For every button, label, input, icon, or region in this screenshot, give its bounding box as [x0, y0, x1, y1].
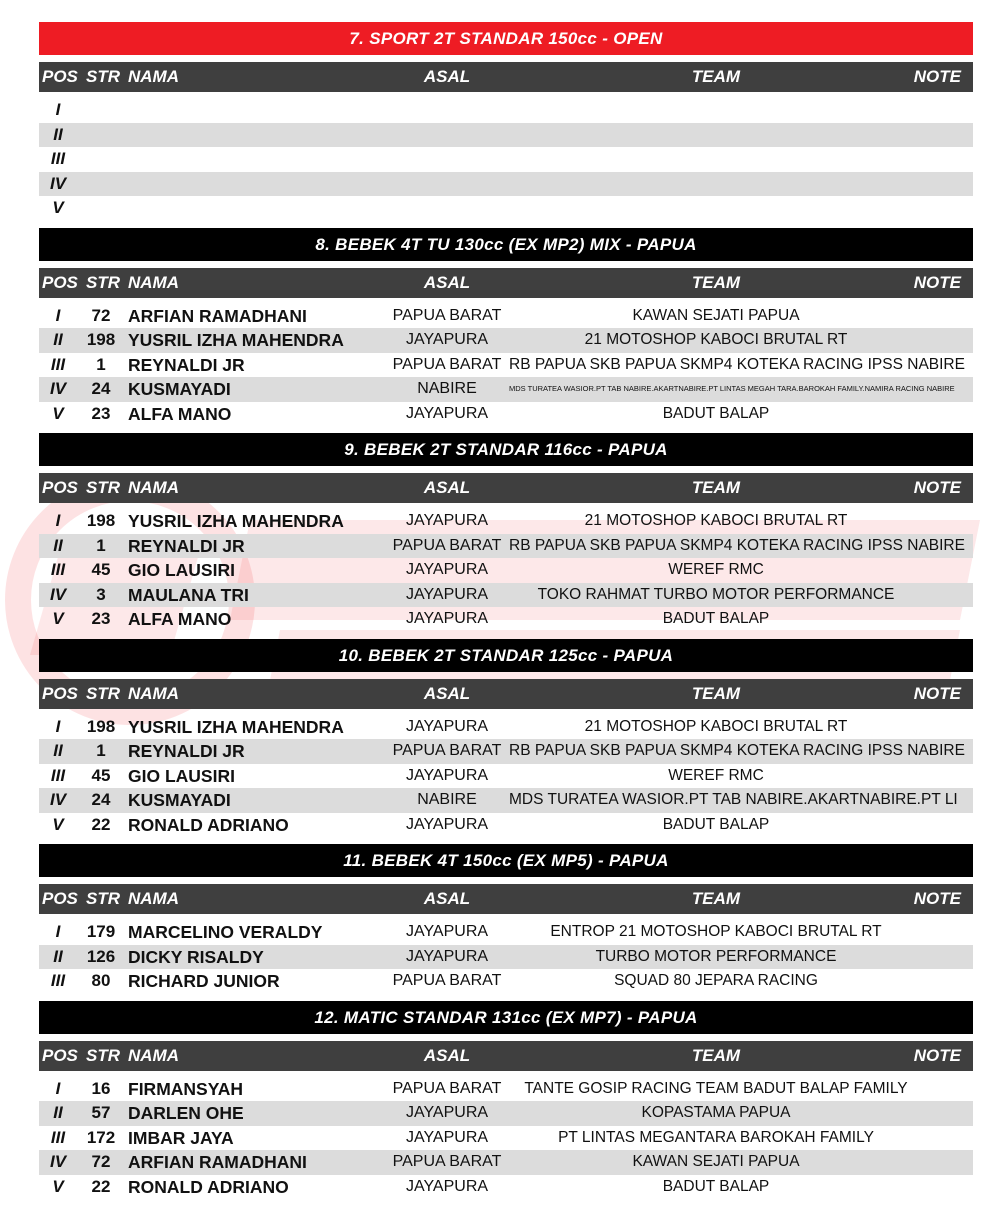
cell-asal: PAPUA BARAT — [392, 972, 502, 989]
cell-pos: I — [55, 716, 61, 736]
cell-asal: PAPUA BARAT — [392, 536, 502, 554]
table-row — [39, 1175, 973, 1200]
race-class-section — [39, 433, 973, 639]
cell-team: MDS TURATEA WASIOR.PT TAB NABIRE.AKARTNABIRE.PT LINTAS MEGAH TARA.BAROKAH FAMILY.NAMIRA RACING NABIRE — [509, 384, 955, 393]
cell-str: 23 — [91, 609, 111, 628]
cell-nama: IMBAR JAYA — [128, 1127, 234, 1148]
cell-team: 21 MOTOSHOP KABOCI BRUTAL RT — [584, 717, 848, 735]
result-rows — [39, 503, 973, 632]
cell-str: 179 — [86, 922, 116, 941]
class-title: 9. BEBEK 2T STANDAR 116cc - PAPUA — [39, 433, 973, 466]
cell-asal: JAYAPURA — [405, 923, 489, 940]
cell-nama: ARFIAN RAMADHANI — [128, 1152, 307, 1172]
cell-nama: YUSRIL IZHA MAHENDRA — [128, 716, 344, 737]
cell-pos: V — [52, 814, 64, 834]
header-pos: POS — [42, 683, 78, 703]
cell-nama: RONALD ADRIANO — [128, 814, 289, 835]
header-asal: ASAL — [423, 67, 471, 86]
class-title: 10. BEBEK 2T STANDAR 125cc - PAPUA — [39, 639, 973, 672]
cell-str: 45 — [91, 560, 111, 579]
cell-str: 3 — [96, 584, 106, 604]
cell-team: WEREF RMC — [668, 766, 764, 784]
cell-str: 198 — [86, 330, 116, 349]
cell-str: 24 — [91, 379, 111, 398]
cell-team: RB PAPUA SKB PAPUA SKMP4 KOTEKA RACING IPSS NABIRE — [509, 742, 965, 759]
section-spacer — [39, 837, 973, 844]
table-row — [39, 196, 973, 221]
cell-team: TANTE GOSIP RACING TEAM BADUT BALAP FAMILY — [524, 1079, 908, 1097]
header-note: NOTE — [913, 683, 961, 703]
cell-pos: III — [50, 971, 66, 990]
cell-nama: YUSRIL IZHA MAHENDRA — [128, 511, 344, 531]
cell-asal: JAYAPURA — [405, 512, 489, 529]
cell-team: BADUT BALAP — [662, 610, 770, 627]
section-spacer — [39, 1199, 973, 1206]
cell-str: 1 — [96, 535, 106, 555]
cell-pos: III — [50, 149, 66, 168]
cell-team: TOKO RAHMAT TURBO MOTOR PERFORMANCE — [537, 585, 895, 603]
header-str: STR — [86, 889, 120, 908]
cell-asal: JAYAPURA — [405, 717, 489, 735]
result-rows — [39, 92, 973, 221]
cell-nama: GIO LAUSIRI — [128, 560, 235, 580]
race-class-section — [39, 22, 973, 228]
cell-team: KOPASTAMA PAPUA — [641, 1104, 791, 1121]
cell-asal: JAYAPURA — [405, 766, 489, 784]
cell-nama: KUSMAYADI — [128, 379, 231, 399]
cell-str: 24 — [91, 790, 111, 809]
cell-team: 21 MOTOSHOP KABOCI BRUTAL RT — [584, 512, 848, 529]
cell-pos: II — [53, 1103, 63, 1122]
cell-team: RB PAPUA SKB PAPUA SKMP4 KOTEKA RACING IPSS NABIRE — [509, 355, 965, 373]
cell-str: 1 — [96, 741, 106, 760]
cell-nama: REYNALDI JR — [128, 741, 245, 761]
section-spacer — [39, 426, 973, 433]
table-row — [39, 813, 973, 838]
table-row — [39, 920, 973, 945]
cell-str: 198 — [86, 716, 116, 736]
cell-pos: II — [53, 741, 63, 760]
table-row — [39, 739, 973, 764]
cell-nama: ALFA MANO — [128, 609, 232, 629]
header-asal: ASAL — [423, 1045, 471, 1065]
table-row — [39, 945, 973, 970]
cell-asal: NABIRE — [417, 791, 477, 808]
cell-team: SQUAD 80 JEPARA RACING — [614, 972, 818, 989]
cell-pos: I — [55, 305, 61, 325]
cell-asal: PAPUA BARAT — [392, 1079, 502, 1097]
header-nama: NAMA — [128, 67, 179, 86]
table-row — [39, 353, 973, 378]
cell-asal: PAPUA BARAT — [392, 1153, 502, 1170]
cell-pos: III — [50, 765, 66, 785]
column-header-row — [39, 1041, 973, 1071]
header-note: NOTE — [913, 889, 961, 908]
table-row — [39, 1101, 973, 1126]
cell-pos: IV — [49, 173, 67, 193]
cell-str: 23 — [91, 403, 111, 423]
race-class-section — [39, 639, 973, 845]
cell-nama: DARLEN OHE — [128, 1103, 244, 1123]
header-team: TEAM — [691, 67, 741, 86]
cell-pos: V — [52, 1176, 64, 1196]
header-asal: ASAL — [423, 889, 471, 908]
cell-pos: III — [50, 560, 66, 579]
cell-str: 16 — [91, 1078, 111, 1098]
cell-asal: PAPUA BARAT — [392, 355, 502, 373]
column-header-row — [39, 679, 973, 709]
table-row — [39, 558, 973, 583]
header-note: NOTE — [913, 67, 961, 86]
header-team: TEAM — [691, 1045, 741, 1065]
cell-str: 72 — [91, 305, 111, 325]
table-row — [39, 1126, 973, 1151]
section-gap — [39, 877, 973, 884]
column-header-row — [39, 473, 973, 503]
result-rows — [39, 298, 973, 427]
table-row — [39, 377, 973, 402]
table-row — [39, 98, 973, 123]
table-row — [39, 1150, 973, 1175]
cell-asal: JAYAPURA — [405, 610, 489, 627]
header-note: NOTE — [913, 478, 961, 497]
race-class-section — [39, 844, 973, 1001]
cell-asal: JAYAPURA — [405, 561, 489, 578]
header-pos: POS — [42, 272, 78, 292]
cell-team: 21 MOTOSHOP KABOCI BRUTAL RT — [584, 331, 848, 348]
cell-team: ENTROP 21 MOTOSHOP KABOCI BRUTAL RT — [550, 923, 882, 940]
cell-pos: II — [53, 946, 63, 966]
cell-pos: I — [55, 1078, 61, 1098]
table-row — [39, 764, 973, 789]
result-rows — [39, 1071, 973, 1200]
cell-asal: NABIRE — [417, 380, 477, 397]
cell-pos: III — [50, 354, 66, 374]
cell-pos: IV — [49, 379, 67, 398]
cell-nama: YUSRIL IZHA MAHENDRA — [128, 330, 344, 350]
cell-asal: PAPUA BARAT — [392, 306, 502, 324]
class-title: 11. BEBEK 4T 150cc (EX MP5) - PAPUA — [39, 844, 973, 877]
cell-str: 198 — [86, 511, 116, 530]
cell-nama: ARFIAN RAMADHANI — [128, 305, 307, 326]
cell-nama: RONALD ADRIANO — [128, 1176, 289, 1197]
column-header-row — [39, 268, 973, 298]
cell-nama: KUSMAYADI — [128, 790, 231, 810]
header-asal: ASAL — [423, 478, 471, 497]
cell-nama: MARCELINO VERALDY — [128, 922, 323, 942]
cell-pos: III — [50, 1127, 66, 1147]
cell-pos: II — [53, 330, 63, 349]
table-row — [39, 123, 973, 148]
cell-team: WEREF RMC — [668, 561, 764, 578]
cell-team: TURBO MOTOR PERFORMANCE — [595, 947, 837, 965]
cell-asal: JAYAPURA — [405, 585, 489, 603]
cell-nama: FIRMANSYAH — [128, 1078, 244, 1099]
cell-team: PT LINTAS MEGANTARA BAROKAH FAMILY — [558, 1128, 874, 1146]
class-title: 12. MATIC STANDAR 131cc (EX MP7) - PAPUA — [39, 1001, 973, 1034]
section-gap — [39, 466, 973, 473]
cell-asal: JAYAPURA — [405, 404, 489, 422]
header-pos: POS — [42, 1045, 78, 1065]
cell-nama: DICKY RISALDY — [128, 946, 264, 967]
cell-pos: II — [53, 124, 63, 144]
header-team: TEAM — [691, 889, 741, 908]
cell-str: 57 — [91, 1103, 111, 1122]
cell-nama: REYNALDI JR — [128, 535, 245, 556]
cell-pos: I — [55, 511, 61, 530]
cell-nama: REYNALDI JR — [128, 354, 245, 375]
header-str: STR — [86, 67, 120, 86]
cell-asal: JAYAPURA — [405, 331, 489, 348]
section-gap — [39, 672, 973, 679]
cell-str: 1 — [96, 354, 106, 374]
result-rows — [39, 709, 973, 838]
table-row — [39, 715, 973, 740]
header-team: TEAM — [691, 478, 741, 497]
cell-team: BADUT BALAP — [662, 1177, 770, 1195]
section-gap — [39, 55, 973, 62]
table-row — [39, 583, 973, 608]
header-str: STR — [86, 272, 120, 292]
cell-nama: GIO LAUSIRI — [128, 765, 235, 786]
header-note: NOTE — [913, 272, 961, 292]
cell-team: KAWAN SEJATI PAPUA — [632, 1153, 800, 1170]
cell-pos: V — [52, 198, 64, 217]
header-str: STR — [86, 1045, 120, 1065]
cell-team: BADUT BALAP — [662, 815, 770, 833]
cell-asal: JAYAPURA — [405, 1128, 489, 1146]
table-row — [39, 607, 973, 632]
section-gap — [39, 1034, 973, 1041]
cell-asal: JAYAPURA — [405, 1104, 489, 1121]
cell-asal: JAYAPURA — [405, 815, 489, 833]
column-header-row — [39, 884, 973, 914]
results-sheet — [39, 22, 973, 1206]
cell-team: MDS TURATEA WASIOR.PT TAB NABIRE.AKARTNABIRE.PT LI — [509, 791, 958, 808]
header-str: STR — [86, 478, 120, 497]
cell-str: 72 — [91, 1152, 111, 1171]
cell-str: 172 — [86, 1127, 116, 1147]
race-class-section — [39, 228, 973, 434]
result-rows — [39, 914, 973, 994]
section-gap — [39, 261, 973, 268]
cell-pos: I — [55, 922, 61, 941]
cell-str: 126 — [86, 946, 116, 966]
cell-team: KAWAN SEJATI PAPUA — [632, 306, 800, 324]
cell-nama: MAULANA TRI — [128, 584, 249, 605]
table-row — [39, 304, 973, 329]
header-asal: ASAL — [423, 272, 471, 292]
table-row — [39, 147, 973, 172]
section-spacer — [39, 994, 973, 1001]
header-str: STR — [86, 683, 120, 703]
class-title: 8. BEBEK 4T TU 130cc (EX MP2) MIX - PAPUA — [39, 228, 973, 261]
cell-nama: RICHARD JUNIOR — [128, 971, 280, 991]
header-pos: POS — [42, 67, 78, 86]
header-pos: POS — [42, 478, 78, 497]
cell-asal: JAYAPURA — [405, 1177, 489, 1195]
header-nama: NAMA — [128, 1045, 179, 1065]
table-row — [39, 172, 973, 197]
column-header-row — [39, 62, 973, 92]
header-asal: ASAL — [423, 683, 471, 703]
header-nama: NAMA — [128, 683, 179, 703]
table-row — [39, 402, 973, 427]
cell-str: 45 — [91, 765, 111, 785]
header-nama: NAMA — [128, 889, 179, 908]
section-spacer — [39, 632, 973, 639]
cell-team: RB PAPUA SKB PAPUA SKMP4 KOTEKA RACING IPSS NABIRE — [509, 536, 965, 554]
cell-pos: IV — [49, 790, 67, 809]
table-row — [39, 509, 973, 534]
cell-nama: ALFA MANO — [128, 403, 232, 424]
section-spacer — [39, 221, 973, 228]
class-title: 7. SPORT 2T STANDAR 150cc - OPEN — [39, 22, 973, 55]
table-row — [39, 1077, 973, 1102]
cell-team: BADUT BALAP — [662, 404, 770, 422]
cell-pos: V — [52, 609, 64, 628]
race-class-section — [39, 1001, 973, 1207]
cell-pos: IV — [49, 1152, 67, 1171]
cell-pos: II — [53, 535, 63, 555]
table-row — [39, 328, 973, 353]
table-row — [39, 534, 973, 559]
cell-asal: PAPUA BARAT — [392, 742, 502, 759]
cell-pos: IV — [49, 584, 67, 604]
header-pos: POS — [42, 889, 78, 908]
header-nama: NAMA — [128, 478, 179, 497]
header-team: TEAM — [691, 272, 741, 292]
cell-pos: I — [55, 100, 61, 119]
table-row — [39, 788, 973, 813]
cell-str: 22 — [91, 814, 111, 834]
cell-pos: V — [52, 403, 64, 423]
header-team: TEAM — [691, 683, 741, 703]
header-nama: NAMA — [128, 272, 179, 292]
header-note: NOTE — [913, 1045, 961, 1065]
cell-str: 80 — [91, 971, 111, 990]
cell-asal: JAYAPURA — [405, 947, 489, 965]
cell-str: 22 — [91, 1176, 111, 1196]
table-row — [39, 969, 973, 994]
